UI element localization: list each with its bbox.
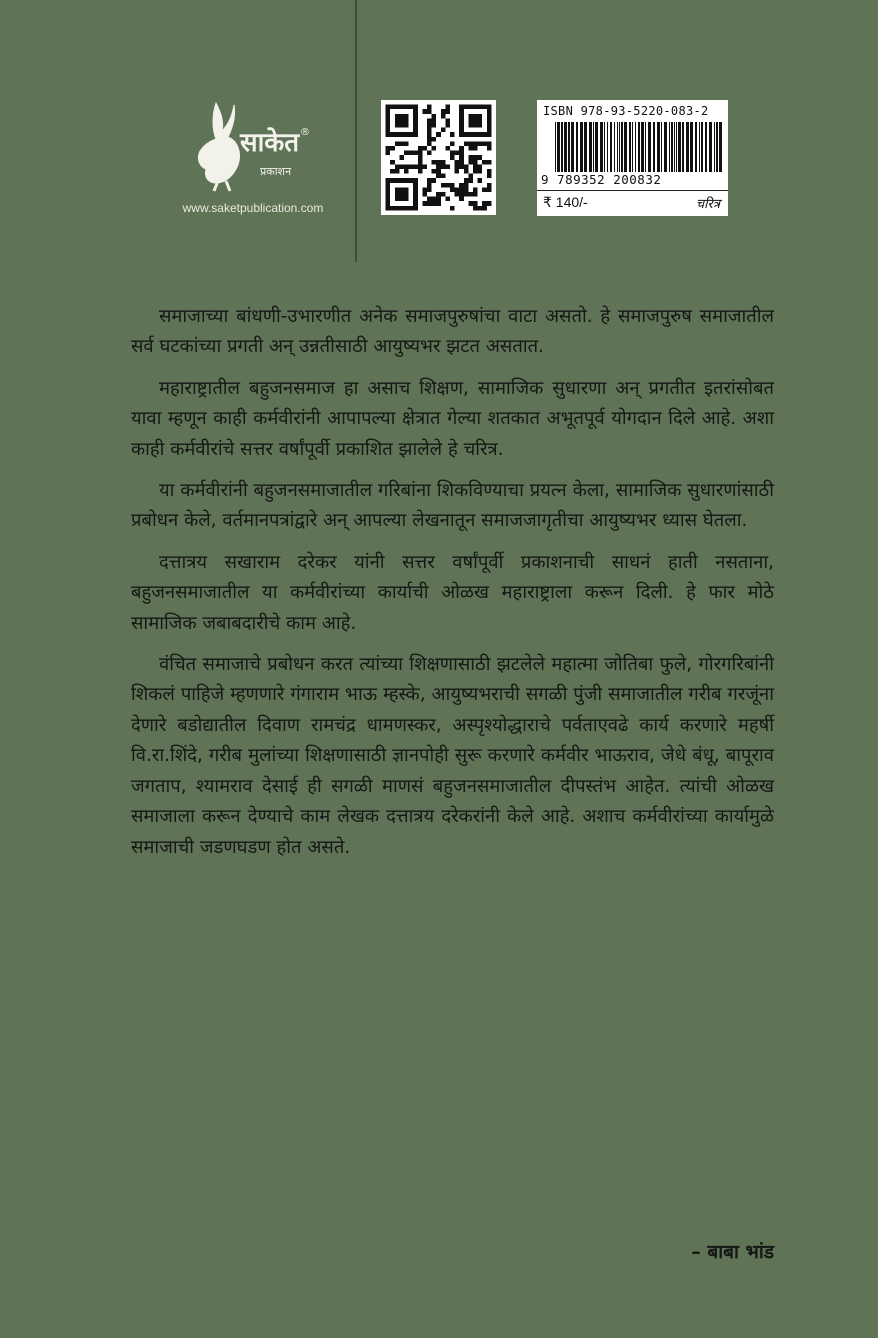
publisher-logo [158,95,348,220]
publisher-website: www.saketpublication.com [182,201,324,215]
publisher-logo-subtext: प्रकाशन [260,165,292,178]
blurb-paragraph: दत्तात्रय सखाराम दरेकर यांनी सत्तर वर्षांपूर्वी प्रकाशनाची साधनं हाती नसताना, बहुजनसमाजातील या कर्मवीरांच्या कार्याची ओळख महाराष्ट्राला करून दिली. हे फार मोठे सामाजिक जबाबदारीचे काम आहे. [131,551,774,634]
blurb-text [131,302,774,874]
blurb-paragraph: महाराष्ट्रातील बहुजनसमाज हा असाच शिक्षण, सामाजिक सुधारणा अन् प्रगतीत इतरांसोबत यावा म्हणून काही कर्मवीरांनी आपापल्या क्षेत्रात गेल्या शतकात अभूतपूर्व योगदान दिले आहे. अशा काही कर्मवीरांचे सत्तर वर्षांपूर्वी प्रकाशित झालेले हे चरित्र. [131,377,774,460]
blurb-paragraph: वंचित समाजाचे प्रबोधन करत त्यांच्या शिक्षणासाठी झटलेले महात्मा जोतिबा फुले, गोरगरिबांनी शिकलं पाहिजे म्हणणारे गंगाराम भाऊ म्हस्के, आयुष्यभराची सगळी पुंजी समाजातील गरीब गरजूंना देणारे बडोद्यातील दिवाण रामचंद्र धामणस्कर, अस्पृश्योद्धाराचे पर्वताएवढे कार्य करणारे महर्षी वि.रा.शिंदे, गरीब मुलांच्या शिक्षणासाठी ज्ञानपोही सुरू करणारे कर्मवीर भाऊराव, जेधे बंधू, बापूराव जगताप, श्यामराव देसाई ही सगळी माणसं बहुजनसमाजातील दीपस्तंभ आहेत. त्यांची ओळख समाजाला करून देण्याचे काम लेखक दत्तात्रय दरेकरांनी केले आहे. अशाच कर्मवीरांच्या कार्यामुळे समाजाची जडणघडण होत असते. [131,654,774,858]
isbn-barcode-box [537,100,728,216]
blurb-paragraph: या कर्मवीरांनी बहुजनसमाजातील गरिबांना शिकविण्याचा प्रयत्न केला, सामाजिक सुधारणांसाठी प्रबोधन केले, वर्तमानपत्रांद्वारे अन् आपल्या लेखनातून समाजजागृतीचा आयुष्यभर ध्यास घेतला. [131,480,774,532]
registered-mark: ® [300,127,310,138]
qr-code [381,100,496,215]
spine-divider [355,0,357,262]
author-signature: – बाबा भांड [691,1241,774,1263]
barcode-bars [555,122,723,172]
publisher-logo-text: साकेत [240,128,300,158]
rabbit-icon [188,95,318,195]
barcode-number: 9 789352 200832 [541,172,662,187]
blurb-paragraph: समाजाच्या बांधणी-उभारणीत अनेक समाजपुरुषांचा वाटा असतो. हे समाजपुरुष समाजातील सर्व घटकांच्या प्रगती अन् उन्नतीसाठी आयुष्यभर झटत असतात. [131,306,774,358]
genre-label: चरित्र [695,197,720,212]
price-label: ₹ 140/- [543,194,588,210]
isbn-text: ISBN 978-93-5220-083-2 [543,104,709,118]
price-row [537,190,728,213]
